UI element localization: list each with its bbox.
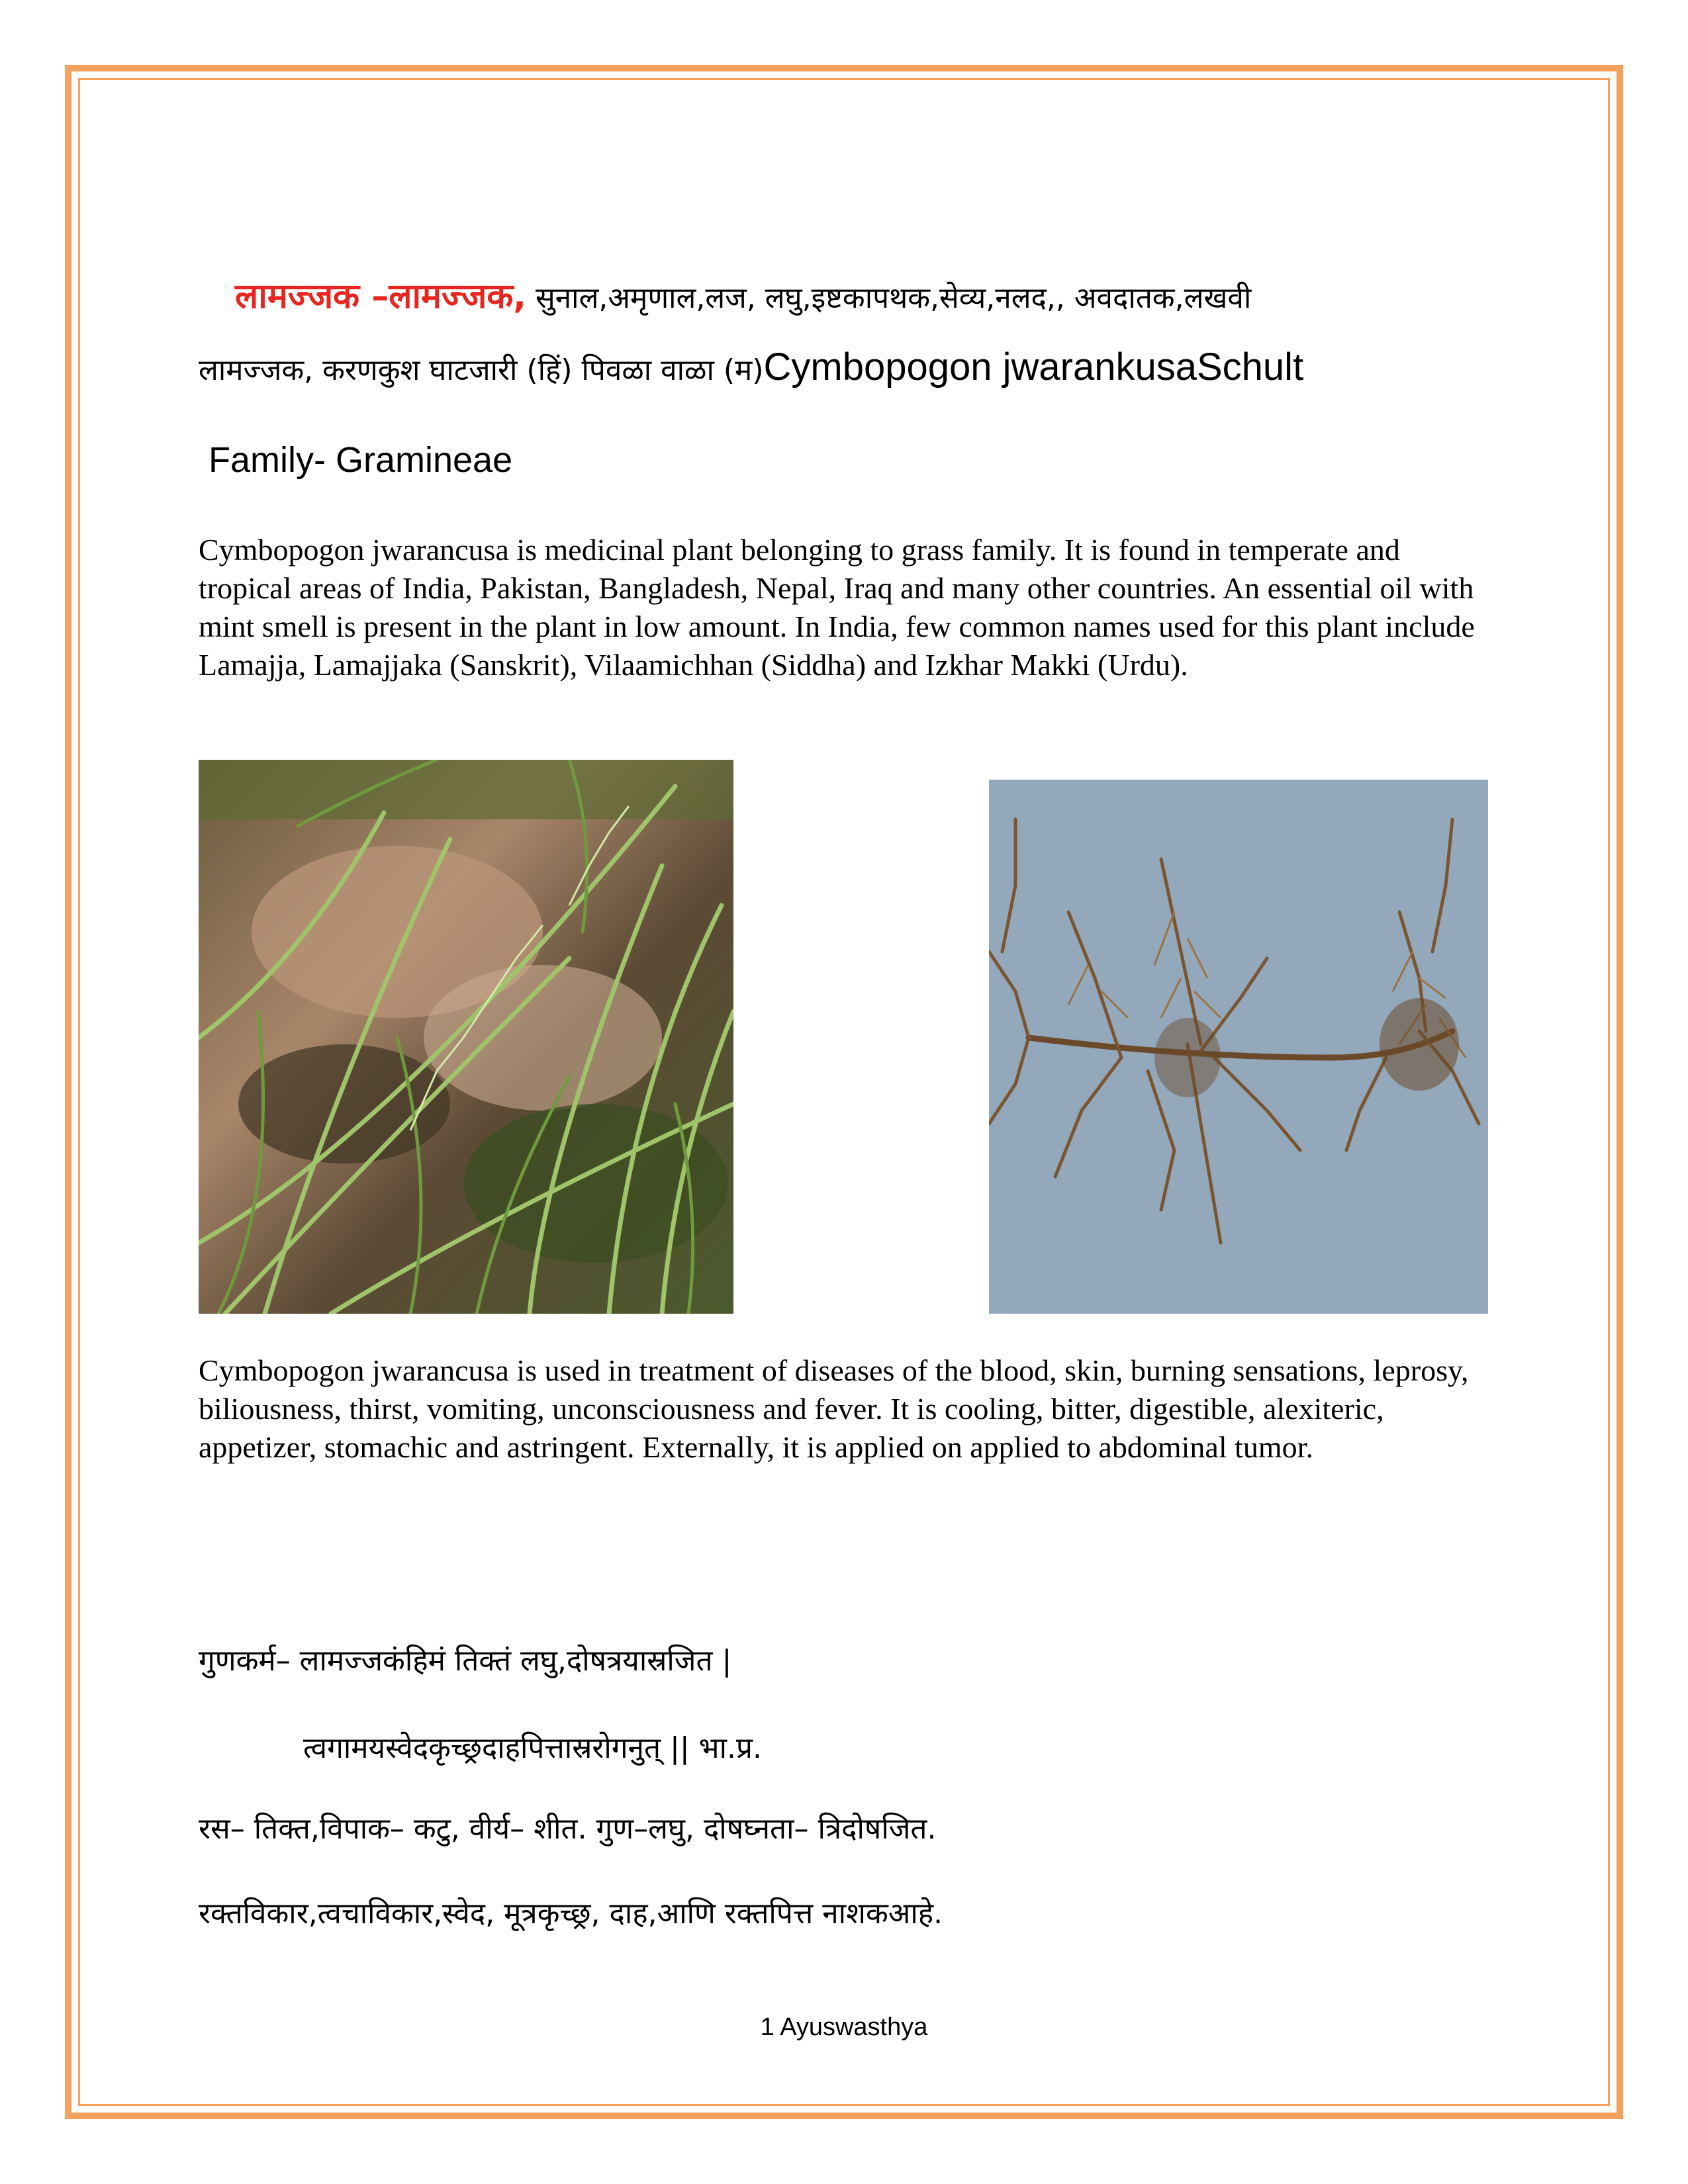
vernacular-names: लामज्जक, करणकुश घाटजारी (हिं) पिवळा वाळा (म) <box>199 353 764 387</box>
gunakarma-verse-line-2: त्वगामयस्वेदकृच्छ्रदाहपित्तास्ररोगनुत् || भा.प्र. <box>303 1731 763 1765</box>
gunakarma-verse-line-1: गुणकर्म– लामज्जकंहिमं तिक्तं लघु,दोषत्रयास्रजित | <box>199 1644 732 1678</box>
grass-field-photo <box>199 760 733 1314</box>
heading-line-1 <box>235 277 1251 318</box>
uses-paragraph: Cymbopogon jwarancusa is used in treatment of diseases of the blood, skin, burning sensations, leprosy, biliousness, thirst, vomiting, unconsciousness and fever. It is cooling, bitter, digestible, alexiteric, appetizer, stomachic and astringent. Externally, it is applied on applied to abdominal tumor. <box>199 1353 1469 1464</box>
rasa-properties: रस– तिक्त,विपाक– कटु, वीर्य– शीत. गुण–लघु, दोषघ्नता– त्रिदोषजित. <box>199 1812 937 1846</box>
dried-spikelet-photo <box>989 780 1488 1314</box>
synonyms: सुनाल,अमृणाल,लज, लघु,इष्टकापथक,सेव्य,नलद,, अवदातक,लखवी <box>526 281 1252 315</box>
plant-title: लामज्जक –लामज्जक, <box>235 277 527 316</box>
intro-paragraph: Cymbopogon jwarancusa is medicinal plant belonging to grass family. It is found in temperate and tropical areas of India, Pakistan, Bangladesh, Nepal, Iraq and many other countries. An essential oil with mint smell is present in the plant in low amount. In India, few common names used for this plant include Lamajja, Lamajjaka (Sanskrit), Vilaamichhan (Siddha) and Izkhar Makki (Urdu). <box>199 533 1475 682</box>
heading-line-2 <box>199 344 1303 394</box>
latin-name: Cymbopogon jwarankusaSchult <box>763 345 1304 388</box>
family-label: Family- Gramineae <box>209 440 513 480</box>
marathi-uses: रक्तविकार,त्वचाविकार,स्वेद, मूत्रकृच्छ्र, दाह,आणि रक्तपित्त नाशकआहे. <box>199 1897 943 1931</box>
page-footer: 1 Ayuswasthya <box>760 2013 928 2041</box>
